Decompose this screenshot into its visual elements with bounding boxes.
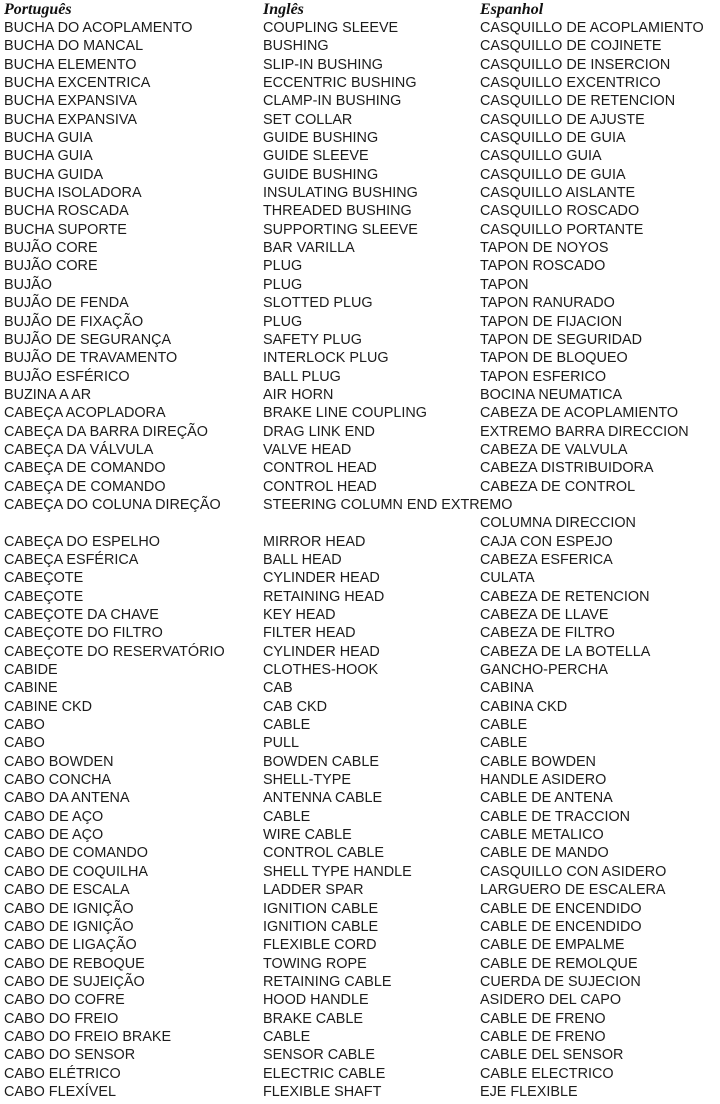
spanish-term: CASQUILLO CON ASIDERO — [480, 863, 667, 880]
spanish-term: GANCHO-PERCHA — [480, 662, 608, 679]
portuguese-term: CABO DO FREIO — [4, 1010, 119, 1027]
english-term: WIRE CABLE — [263, 827, 352, 844]
portuguese-term: CABINE — [4, 680, 58, 697]
table-row — [0, 147, 720, 165]
english-term: SENSOR CABLE — [263, 1047, 375, 1064]
spanish-term: CASQUILLO DE GUIA — [480, 130, 626, 147]
spanish-term: CABEZA DE RETENCION — [480, 588, 650, 605]
table-row — [0, 184, 720, 202]
english-term: ECCENTRIC BUSHING — [263, 75, 417, 92]
table-row — [0, 276, 720, 294]
english-term: CLOTHES-HOOK — [263, 662, 379, 679]
spanish-term: CABEZA DE ACOPLAMIENTO — [480, 405, 679, 422]
spanish-term: CABLE DE EMPALME — [480, 937, 625, 954]
portuguese-term: CABEÇOTE DA CHAVE — [4, 607, 159, 623]
portuguese-term: BUCHA ISOLADORA — [4, 185, 142, 202]
english-term: SUPPORTING SLEEVE — [263, 221, 418, 238]
table-row — [0, 313, 720, 331]
spanish-term: CABLE DE FRENO — [480, 1028, 606, 1045]
table-row — [0, 900, 720, 918]
table-row — [0, 202, 720, 220]
portuguese-term: CABEÇOTE — [4, 588, 84, 605]
english-term: BAR VARILLA — [263, 240, 355, 257]
spanish-term: CASQUILLO AISLANTE — [480, 185, 636, 202]
portuguese-term: CABEÇA DO ESPELHO — [4, 533, 160, 550]
portuguese-term: CABEÇA ACOPLADORA — [4, 405, 166, 422]
spanish-term: ASIDERO DEL CAPO — [480, 992, 622, 1009]
spanish-term: CASQUILLO DE GUIA — [480, 166, 626, 183]
english-term: SHELL-TYPE — [263, 772, 351, 789]
table-row — [0, 74, 720, 92]
spanish-term: CASQUILLO DE AJUSTE — [480, 111, 645, 128]
english-term: SAFETY PLUG — [263, 331, 362, 348]
spanish-term: CABEZA DE FILTRO — [480, 625, 615, 642]
portuguese-term: BUCHA EXCENTRICA — [4, 75, 151, 92]
portuguese-term: BUCHA EXPANSIVA — [4, 93, 138, 110]
spanish-term: CABLE BOWDEN — [480, 753, 596, 770]
header-english: Inglês — [263, 1, 304, 18]
english-term: CONTROL HEAD — [263, 478, 377, 495]
english-term: SHELL TYPE HANDLE — [263, 863, 412, 880]
spanish-term: TAPON DE NOYOS — [480, 240, 609, 257]
spanish-term: TAPON DE FIJACION — [480, 313, 623, 330]
english-term: RETAINING CABLE — [263, 973, 392, 990]
english-term: VALVE HEAD — [263, 441, 352, 458]
spanish-term: CABLE — [480, 717, 528, 734]
table-row — [0, 496, 720, 533]
portuguese-term: BUCHA ROSCADA — [4, 203, 129, 220]
english-term: MIRROR HEAD — [263, 533, 366, 550]
table-row — [0, 936, 720, 954]
spanish-term: TAPON RANURADO — [480, 295, 615, 312]
portuguese-term: CABO CONCHA — [4, 772, 112, 789]
portuguese-term: CABIDE — [4, 662, 58, 679]
spanish-term: CABLE DEL SENSOR — [480, 1047, 624, 1064]
table-row — [0, 826, 720, 844]
english-term: IGNITION CABLE — [263, 918, 379, 935]
spanish-term: CAJA CON ESPEJO — [480, 533, 613, 550]
table-row — [0, 368, 720, 386]
table-row — [0, 349, 720, 367]
table-row — [0, 973, 720, 991]
spanish-term: CABEZA DE CONTROL — [480, 478, 636, 495]
spanish-term: CABEZA DE LLAVE — [480, 607, 609, 623]
portuguese-term: BUJÃO ESFÉRICO — [4, 368, 130, 385]
spanish-term: CABEZA DE LA BOTELLA — [480, 643, 651, 660]
table-row — [0, 698, 720, 716]
portuguese-term: CABO FLEXÍVEL — [4, 1083, 116, 1100]
spanish-term: CABINA — [480, 680, 534, 697]
table-row — [0, 661, 720, 679]
spanish-term: CULATA — [480, 570, 535, 587]
portuguese-term: CABO DE ESCALA — [4, 882, 130, 899]
table-row — [0, 679, 720, 697]
table-row — [0, 331, 720, 349]
spanish-term: CABINA CKD — [480, 698, 568, 715]
portuguese-term: BUCHA GUIA — [4, 130, 93, 147]
portuguese-term: BUJÃO DE FENDA — [4, 295, 129, 312]
spanish-term: CABLE DE TRACCION — [480, 808, 631, 825]
table-row — [0, 221, 720, 239]
table-row — [0, 386, 720, 404]
portuguese-term: CABEÇA ESFÉRICA — [4, 551, 139, 568]
portuguese-term: CABO ELÉTRICO — [4, 1065, 121, 1082]
spanish-term: CABLE DE ANTENA — [480, 790, 613, 807]
english-term: LADDER SPAR — [263, 882, 364, 899]
english-term: SLOTTED PLUG — [263, 295, 373, 312]
spanish-term: TAPON — [480, 276, 529, 293]
spanish-term: CABLE ELECTRICO — [480, 1065, 614, 1082]
english-term: COUPLING SLEEVE — [263, 20, 399, 36]
table-row — [0, 441, 720, 459]
spanish-term: CABLE METALICO — [480, 827, 604, 844]
english-term: BOWDEN CABLE — [263, 753, 379, 770]
english-term: DRAG LINK END — [263, 423, 375, 440]
table-row — [0, 1028, 720, 1046]
table-row — [0, 863, 720, 881]
portuguese-term: CABO DA ANTENA — [4, 790, 130, 807]
table-row — [0, 1065, 720, 1083]
spanish-term: CASQUILLO DE RETENCION — [480, 93, 676, 110]
spanish-term: LARGUERO DE ESCALERA — [480, 882, 666, 899]
portuguese-term: BUJÃO — [4, 276, 52, 293]
english-term: BALL HEAD — [263, 551, 342, 568]
portuguese-term: CABO DE COMANDO — [4, 845, 148, 862]
entries-list — [0, 19, 720, 1101]
english-term: PLUG — [263, 258, 303, 275]
table-row — [0, 404, 720, 422]
english-term: INTERLOCK PLUG — [263, 350, 389, 367]
english-term: BRAKE CABLE — [263, 1010, 363, 1027]
portuguese-term: CABEÇOTE DO FILTRO — [4, 625, 163, 642]
english-term: TOWING ROPE — [263, 955, 367, 972]
spanish-term: CABEZA ESFERICA — [480, 551, 613, 568]
portuguese-term: CABO DE AÇO — [4, 808, 104, 825]
portuguese-term: BUZINA A AR — [4, 386, 92, 403]
english-term: STEERING COLUMN END EXTREMO — [263, 496, 513, 513]
english-term: CYLINDER HEAD — [263, 570, 380, 587]
portuguese-term: BUJÃO CORE — [4, 240, 98, 257]
spanish-term: TAPON DE SEGURIDAD — [480, 331, 643, 348]
spanish-term: CABLE DE REMOLQUE — [480, 955, 638, 972]
english-term: CLAMP-IN BUSHING — [263, 93, 402, 110]
portuguese-term: BUJÃO DE FIXAÇÃO — [4, 313, 144, 330]
spanish-term: CABLE DE ENCENDIDO — [480, 900, 642, 917]
english-term: CABLE — [263, 717, 311, 734]
spanish-term: CABLE — [480, 735, 528, 752]
english-term: PULL — [263, 735, 299, 752]
portuguese-term: BUCHA SUPORTE — [4, 221, 127, 238]
english-term: CONTROL HEAD — [263, 460, 377, 477]
spanish-term: CASQUILLO DE INSERCION — [480, 56, 671, 73]
portuguese-term: CABO DE COQUILHA — [4, 863, 148, 880]
portuguese-term: CABINE CKD — [4, 698, 92, 715]
table-row — [0, 257, 720, 275]
spanish-term: CABLE DE ENCENDIDO — [480, 918, 642, 935]
portuguese-term: CABO DE LIGAÇÃO — [4, 937, 137, 954]
portuguese-term: CABO DE SUJEIÇÃO — [4, 973, 145, 990]
portuguese-term: CABO DE IGNIÇÃO — [4, 900, 134, 917]
english-term: ELECTRIC CABLE — [263, 1065, 386, 1082]
table-row — [0, 551, 720, 569]
english-term: CAB — [263, 680, 293, 697]
english-term: GUIDE BUSHING — [263, 166, 379, 183]
portuguese-term: CABO — [4, 717, 45, 734]
table-row — [0, 533, 720, 551]
portuguese-term: CABEÇA DA BARRA DIREÇÃO — [4, 423, 208, 440]
english-term: CABLE — [263, 1028, 311, 1045]
spanish-term: EXTREMO BARRA DIRECCION — [480, 423, 689, 440]
portuguese-term: CABO DO SENSOR — [4, 1047, 136, 1064]
portuguese-term: BUJÃO DE SEGURANÇA — [4, 331, 172, 348]
spanish-term: CABLE DE MANDO — [480, 845, 609, 862]
header-spanish: Espanhol — [480, 1, 544, 18]
english-term: GUIDE BUSHING — [263, 130, 379, 147]
table-row — [0, 753, 720, 771]
spanish-term: COLUMNA DIRECCION — [480, 515, 636, 532]
portuguese-term: CABO DE IGNIÇÃO — [4, 918, 134, 935]
table-row — [0, 294, 720, 312]
table-row — [0, 588, 720, 606]
table-row — [0, 37, 720, 55]
table-row — [0, 1083, 720, 1101]
table-row — [0, 423, 720, 441]
table-row — [0, 1046, 720, 1064]
spanish-term: CASQUILLO DE COJINETE — [480, 38, 662, 55]
english-term: CABLE — [263, 808, 311, 825]
english-term: ANTENNA CABLE — [263, 790, 383, 807]
portuguese-term: CABO — [4, 735, 45, 752]
table-row — [0, 716, 720, 734]
spanish-term: CASQUILLO DE ACOPLAMIENTO — [480, 20, 704, 36]
english-term: AIR HORN — [263, 386, 334, 403]
table-row — [0, 771, 720, 789]
table-row — [0, 844, 720, 862]
table-row — [0, 166, 720, 184]
portuguese-term: BUCHA GUIA — [4, 148, 93, 165]
spanish-term: CASQUILLO EXCENTRICO — [480, 75, 661, 92]
english-term: FLEXIBLE CORD — [263, 937, 377, 954]
english-term: PLUG — [263, 276, 303, 293]
english-term: CONTROL CABLE — [263, 845, 385, 862]
spanish-term: CASQUILLO PORTANTE — [480, 221, 644, 238]
portuguese-term: CABEÇA DA VÁLVULA — [4, 441, 154, 458]
portuguese-term: BUCHA DO ACOPLAMENTO — [4, 20, 193, 36]
portuguese-term: BUJÃO DE TRAVAMENTO — [4, 350, 178, 367]
portuguese-term: CABO DE AÇO — [4, 827, 104, 844]
table-row — [0, 991, 720, 1009]
table-row — [0, 606, 720, 624]
table-row — [0, 92, 720, 110]
portuguese-term: BUJÃO CORE — [4, 258, 98, 275]
table-row — [0, 955, 720, 973]
portuguese-term: CABO DO COFRE — [4, 992, 125, 1009]
english-term: GUIDE SLEEVE — [263, 148, 369, 165]
table-row — [0, 643, 720, 661]
spanish-term: TAPON DE BLOQUEO — [480, 350, 628, 367]
english-term: PLUG — [263, 313, 303, 330]
table-row — [0, 624, 720, 642]
spanish-term: CASQUILLO ROSCADO — [480, 203, 640, 220]
table-row — [0, 19, 720, 37]
table-row — [0, 56, 720, 74]
english-term: RETAINING HEAD — [263, 588, 385, 605]
english-term: FILTER HEAD — [263, 625, 356, 642]
table-row — [0, 734, 720, 752]
portuguese-term: BUCHA GUIDA — [4, 166, 104, 183]
table-row — [0, 111, 720, 129]
english-term: KEY HEAD — [263, 607, 336, 623]
english-term: BRAKE LINE COUPLING — [263, 405, 427, 422]
portuguese-term: BUCHA ELEMENTO — [4, 56, 137, 73]
english-term: SET COLLAR — [263, 111, 353, 128]
english-term: HOOD HANDLE — [263, 992, 369, 1009]
english-term: BUSHING — [263, 38, 329, 55]
spanish-term: TAPON ROSCADO — [480, 258, 606, 275]
english-term: INSULATING BUSHING — [263, 185, 418, 202]
spanish-term: CASQUILLO GUIA — [480, 148, 602, 165]
spanish-term: EJE FLEXIBLE — [480, 1083, 578, 1100]
spanish-term: BOCINA NEUMATICA — [480, 386, 623, 403]
spanish-term: TAPON ESFERICO — [480, 368, 607, 385]
table-row — [0, 881, 720, 899]
english-term: BALL PLUG — [263, 368, 341, 385]
english-term: THREADED BUSHING — [263, 203, 412, 220]
portuguese-term: CABEÇA DE COMANDO — [4, 478, 166, 495]
spanish-term: CABEZA DISTRIBUIDORA — [480, 460, 654, 477]
english-term: FLEXIBLE SHAFT — [263, 1083, 382, 1100]
table-row — [0, 808, 720, 826]
portuguese-term: CABEÇA DO COLUNA DIREÇÃO — [4, 496, 221, 513]
spanish-term: HANDLE ASIDERO — [480, 772, 607, 789]
table-row — [0, 129, 720, 147]
table-row — [0, 1010, 720, 1028]
portuguese-term: CABO BOWDEN — [4, 753, 114, 770]
portuguese-term: BUCHA EXPANSIVA — [4, 111, 138, 128]
spanish-term: CABEZA DE VALVULA — [480, 441, 628, 458]
spanish-term: CABLE DE FRENO — [480, 1010, 606, 1027]
portuguese-term: CABEÇA DE COMANDO — [4, 460, 166, 477]
table-row — [0, 478, 720, 496]
portuguese-term: CABEÇOTE — [4, 570, 84, 587]
table-row — [0, 569, 720, 587]
column-header-row — [0, 0, 720, 20]
portuguese-term: CABEÇOTE DO RESERVATÓRIO — [4, 643, 225, 660]
spanish-term: CUERDA DE SUJECION — [480, 973, 641, 990]
english-term: IGNITION CABLE — [263, 900, 379, 917]
table-row — [0, 239, 720, 257]
table-row — [0, 459, 720, 477]
portuguese-term: CABO DE REBOQUE — [4, 955, 145, 972]
english-term: CAB CKD — [263, 698, 327, 715]
table-row — [0, 789, 720, 807]
table-row — [0, 918, 720, 936]
portuguese-term: CABO DO FREIO BRAKE — [4, 1028, 172, 1045]
header-portuguese: Português — [4, 1, 72, 18]
english-term: SLIP-IN BUSHING — [263, 56, 383, 73]
english-term: CYLINDER HEAD — [263, 643, 380, 660]
portuguese-term: BUCHA DO MANCAL — [4, 38, 144, 55]
